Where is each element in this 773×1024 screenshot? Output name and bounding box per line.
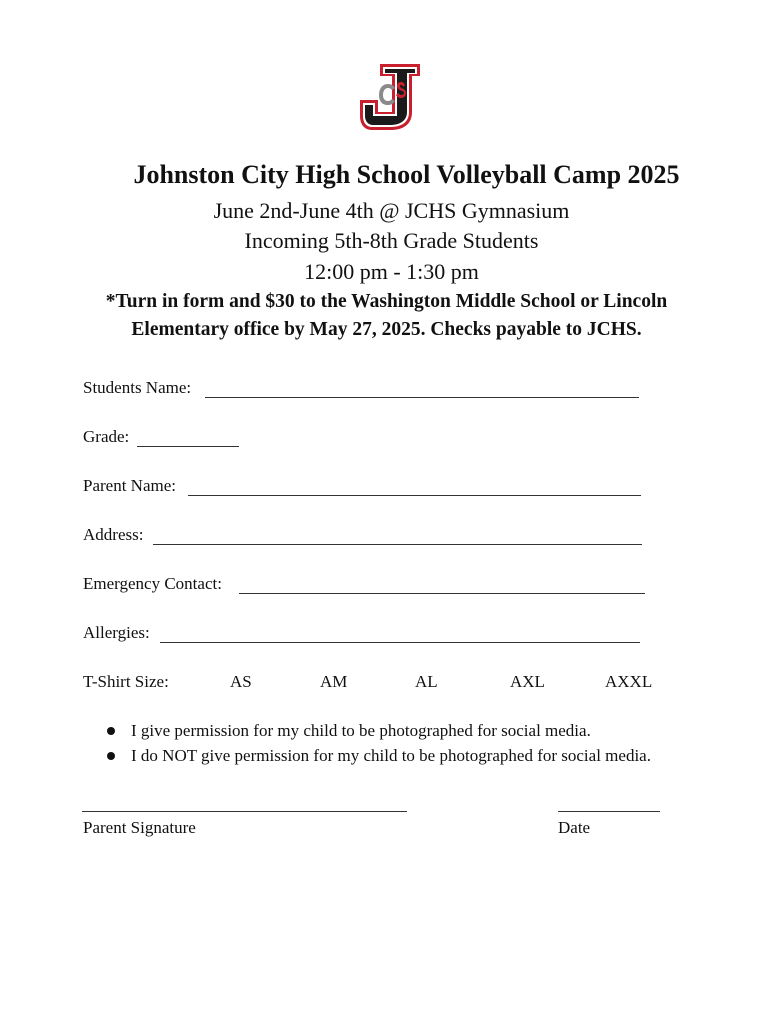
size-option-axl[interactable]: AXL — [510, 672, 545, 691]
allergies-field[interactable] — [160, 642, 640, 643]
permission-option-deny[interactable] — [107, 743, 651, 768]
address-label: Address: — [83, 525, 144, 544]
camp-time: 12:00 pm - 1:30 pm — [304, 259, 479, 284]
notice-line-2: Elementary office by May 27, 2025. Checks payable to JCHS. — [131, 319, 642, 340]
parent-name-field[interactable] — [188, 495, 641, 496]
tshirt-size-label: T-Shirt Size: — [83, 672, 169, 691]
school-logo — [358, 62, 424, 132]
page-title: Johnston City High School Volleyball Camp 2025 — [133, 160, 680, 189]
size-option-am[interactable]: AM — [320, 672, 348, 691]
permission-text: I give permission for my child to be photographed for social media. — [131, 720, 591, 740]
students-name-label: Students Name: — [83, 378, 192, 397]
parent-name-label: Parent Name: — [83, 476, 176, 495]
parent-signature-label: Parent Signature — [83, 818, 196, 837]
date-label: Date — [558, 818, 591, 837]
allergies-label: Allergies: — [83, 623, 150, 642]
size-option-al[interactable]: AL — [415, 672, 438, 691]
students-name-field[interactable] — [205, 397, 639, 398]
photo-permission-list — [107, 718, 651, 768]
grade-field[interactable] — [137, 446, 239, 447]
date-field[interactable] — [558, 811, 660, 812]
size-option-axxl[interactable]: AXXL — [605, 672, 653, 691]
address-field[interactable] — [153, 544, 642, 545]
permission-text: I do NOT give permission for my child to be photographed for social media. — [131, 745, 651, 765]
bullet-icon — [107, 752, 115, 760]
emergency-contact-label: Emergency Contact: — [83, 574, 222, 593]
jchs-logo-icon — [358, 62, 424, 132]
grade-label: Grade: — [83, 427, 130, 446]
parent-signature-field[interactable] — [82, 811, 407, 812]
notice-line-1: *Turn in form and $30 to the Washington Middle School or Lincoln — [105, 291, 668, 312]
bullet-icon — [107, 727, 115, 735]
permission-option-give[interactable] — [107, 718, 651, 743]
size-option-as[interactable]: AS — [230, 672, 252, 691]
dates-location: June 2nd-June 4th @ JCHS Gymnasium — [213, 198, 570, 223]
emergency-contact-field[interactable] — [239, 593, 645, 594]
grade-range: Incoming 5th-8th Grade Students — [244, 228, 539, 253]
